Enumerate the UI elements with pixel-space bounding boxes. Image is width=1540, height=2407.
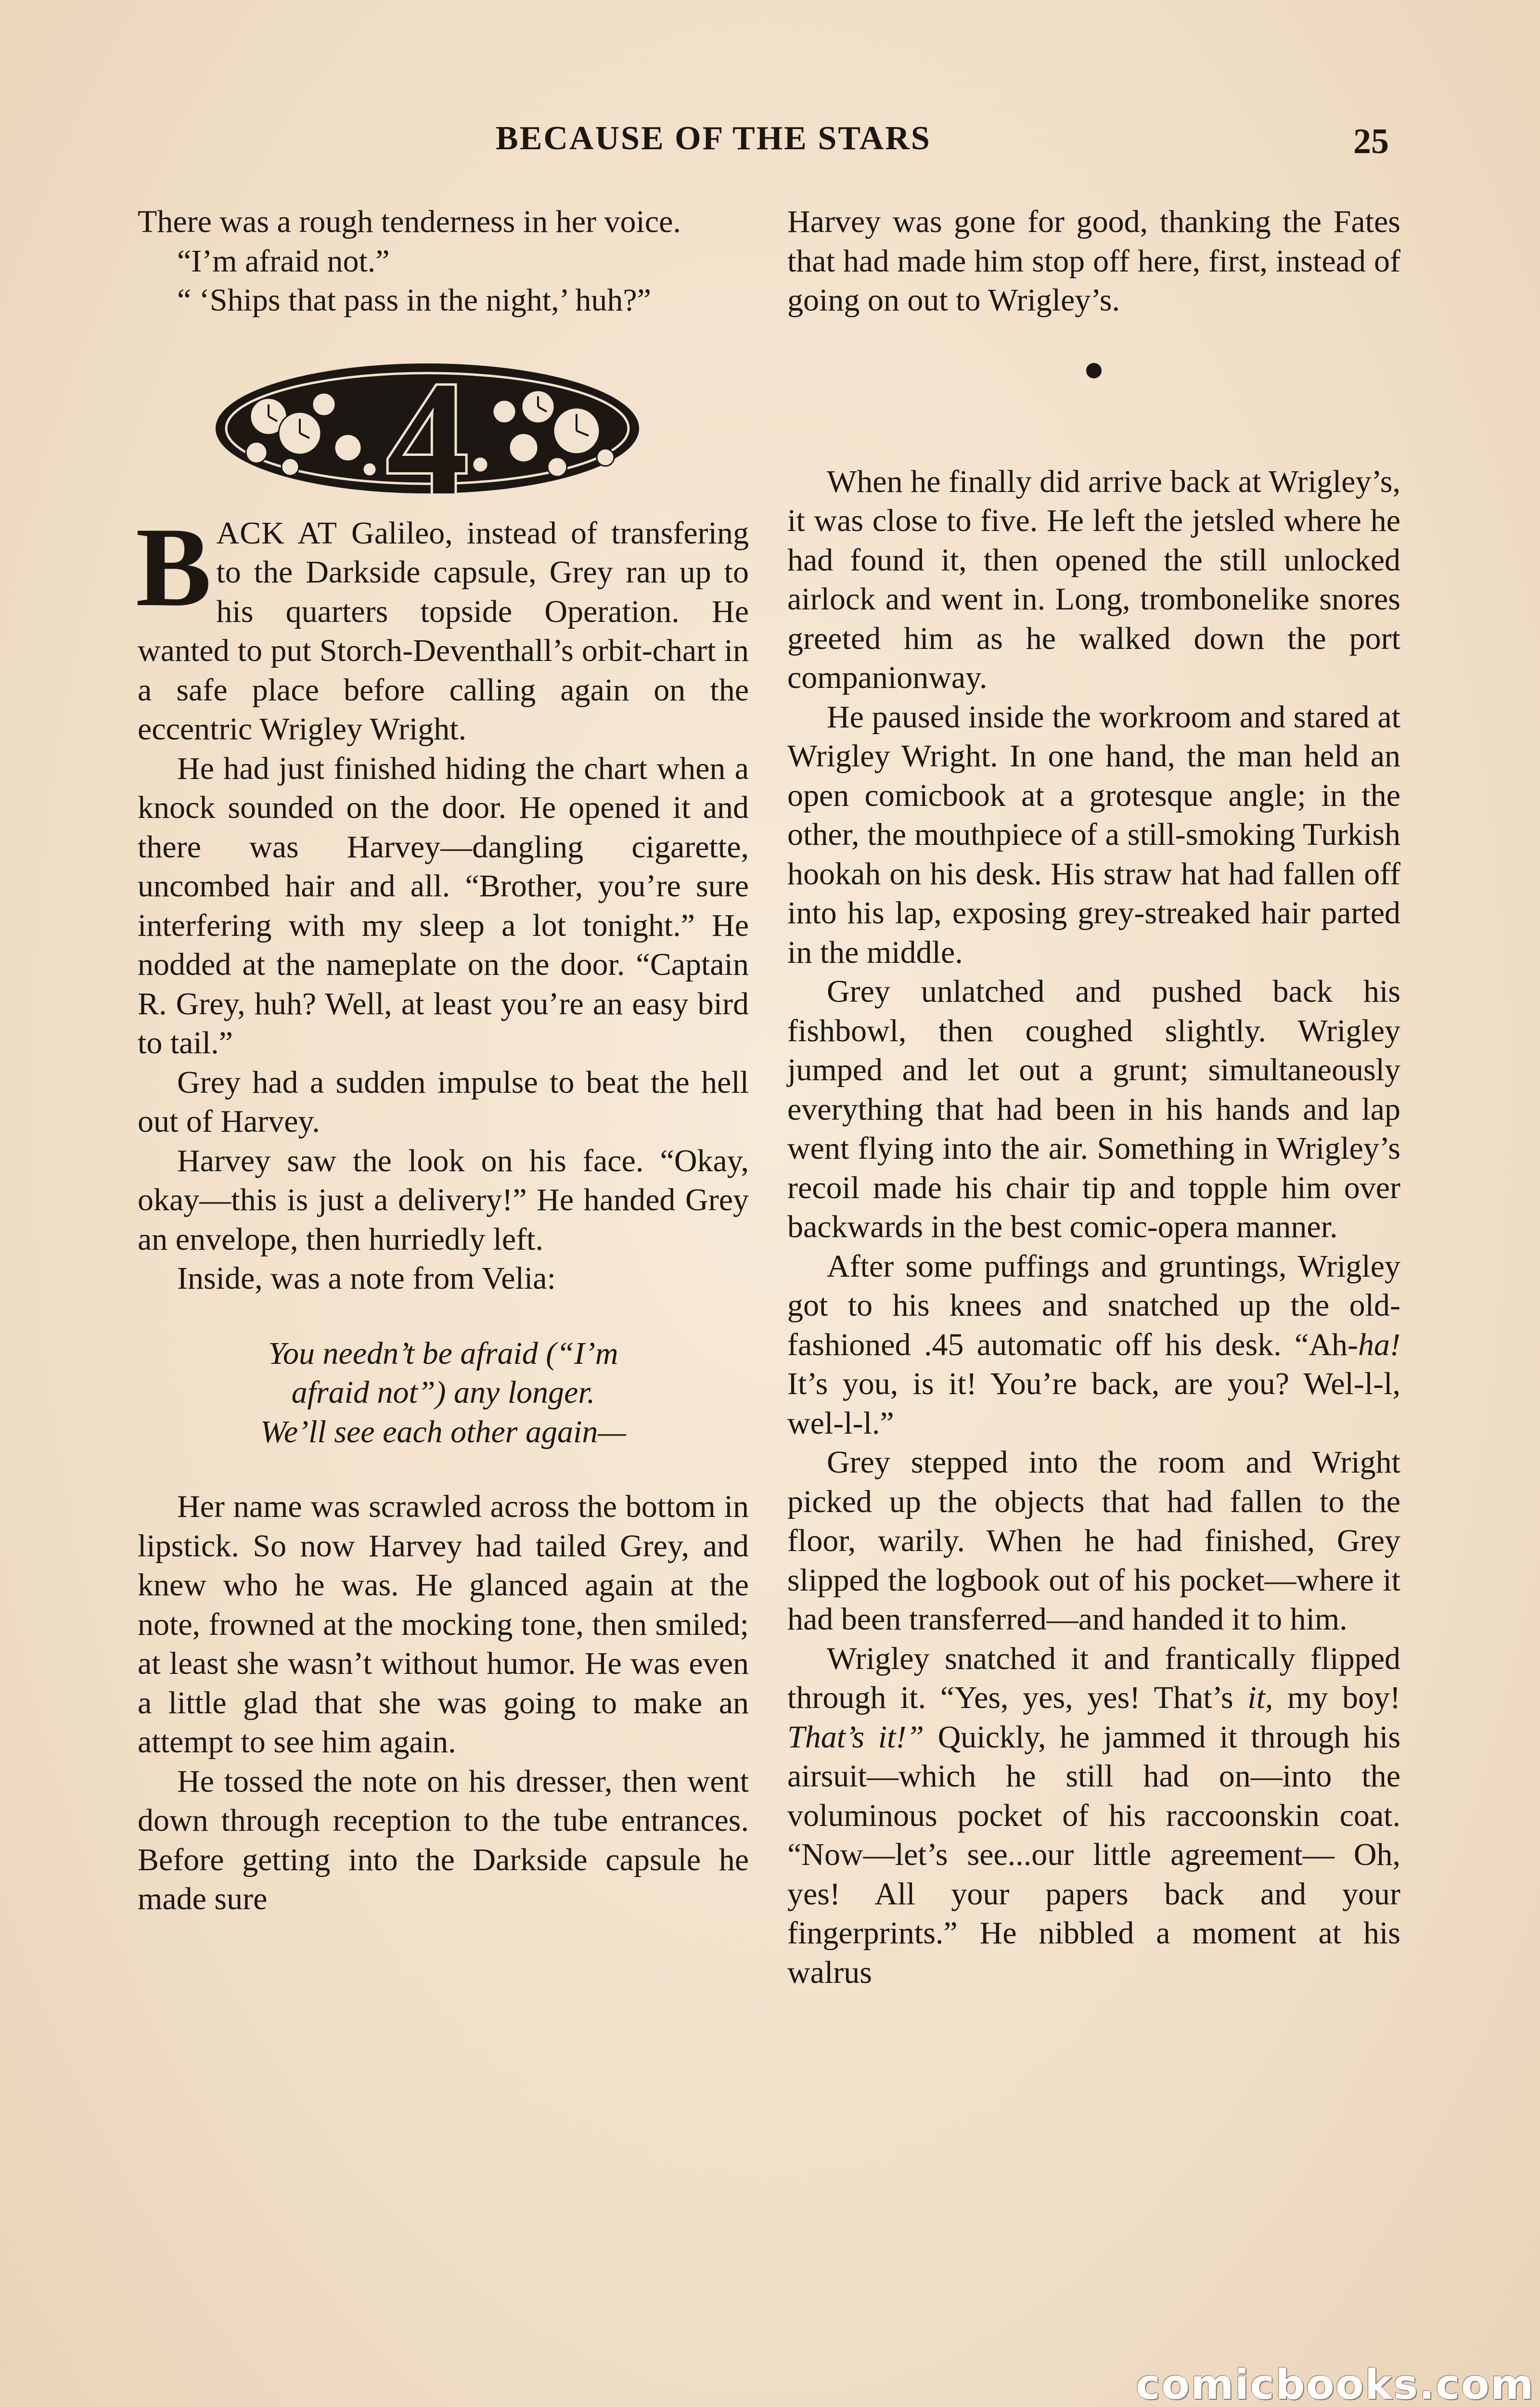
paragraph: Harvey was gone for good, thanking the Fates that had made him stop off here, first, instead of going on out to Wrigley’s. — [787, 204, 1400, 318]
paragraph: Inside, was a note from Velia: — [177, 1261, 556, 1296]
chapter-number: 4 — [386, 349, 468, 508]
paragraph: Wrigley snatched it and frantically flipped through it. “Yes, yes, yes! That’s it, my boy! That’s it!” Quickly, he jammed it through his airsuit—which he still had on—into the voluminous pocket of his raccoonskin coat. “Now—let’s see...our little agreement— Oh, yes! All your papers back and your fingerprints.” He nibbled a moment at his walrus — [787, 1641, 1401, 1990]
paragraph: After some puffings and gruntings, Wrigley got to his knees and snatched up the old-fashioned .45 automatic off his desk. “Ah-ha! It’s you, is it! You’re back, are you? Wel-l-l, wel-l-l.” — [787, 1248, 1400, 1441]
page-number: 25 — [1353, 122, 1389, 161]
paragraph: Grey unlatched and pushed back his fishbowl, then coughed slightly. Wrigley jumped and let out a grunt; simultaneously everything that had been in his hands and lap went flying into the air. Something in Wrigley’s recoil made his chair tip and topple him over backwards in the best comic-opera manner. — [787, 974, 1400, 1244]
paragraph: He paused inside the workroom and stared at Wrigley Wright. In one hand, the man held an open comicbook at a grotesque angle; in the other, the mouthpiece of a still-smoking Turkish hookah on his desk. His straw hat had fallen off into his lap, exposing grey-streaked hair parted in the middle. — [787, 699, 1400, 970]
left-column — [138, 202, 749, 1919]
paragraph: When he finally did arrive back at Wrigley’s, it was close to five. He left the jetsled where he had found it, then opened the still unlocked airlock and went in. Long, trombonelike snores greeted him as he walked down the port companionway. — [787, 464, 1400, 695]
watermark: comicbooks.com — [1136, 2361, 1535, 2407]
drop-cap: B — [136, 504, 212, 630]
paragraph: “ ‘Ships that pass in the night,’ huh?” — [177, 283, 651, 318]
paragraph: Harvey saw the look on his face. “Okay, okay—this is just a delivery!” He handed Grey an envelope, then hurriedly left. — [138, 1143, 749, 1257]
running-head: BECAUSE OF THE STARS — [496, 120, 931, 157]
right-column — [787, 202, 1400, 1992]
paragraph: Her name was scrawled across the bottom in lipstick. So now Harvey had tailed Grey, and knew who he was. He glanced again at the note, frowned at the mocking tone, then smiled; at least she wasn’t without humor. He was even a little glad that she was going to make an attempt to see him again. — [138, 1489, 749, 1760]
paragraph: He tossed the note on his dresser, then went down through reception to the tube entrances. Before getting into the Darkside capsule he made sure — [138, 1763, 749, 1916]
chapter-opening-paragraph: BACK AT Galileo, instead of transfering to the Darkside capsule, Grey ran up to his quarters topside Operation. He wanted to put Storch-Deventhall’s orbit-chart in a safe place before calling again on the eccentric Wrigley Wright. — [136, 504, 749, 747]
paragraph: “I’m afraid not.” — [177, 243, 390, 279]
paragraph: Grey stepped into the room and Wright picked up the objects that had fallen to the floor, warily. When he had finished, Grey slipped the logbook out of his pocket—where it had been transferred—and handed it to him. — [787, 1445, 1400, 1637]
note-line: You needn’t be afraid (“I’m — [268, 1335, 618, 1371]
note-line: We’ll see each other again— — [260, 1414, 627, 1449]
chapter-number-ornament — [211, 349, 644, 508]
quoted-note — [138, 1334, 749, 1452]
section-break-dot — [1084, 361, 1104, 380]
paragraph: There was a rough tenderness in her voice. — [138, 204, 681, 239]
note-line: afraid not”) any longer. — [291, 1375, 595, 1410]
paragraph: He had just finished hiding the chart when a knock sounded on the door. He opened it and there was Harvey—dangling cigarette, uncombed hair and all. “Brother, you’re sure interfering with my sleep a lot tonight.” He nodded at the nameplate on the door. “Captain R. Grey, huh? Well, at least you’re an easy bird to tail.” — [138, 751, 749, 1061]
paragraph: Grey had a sudden impulse to beat the hell out of Harvey. — [138, 1064, 749, 1139]
